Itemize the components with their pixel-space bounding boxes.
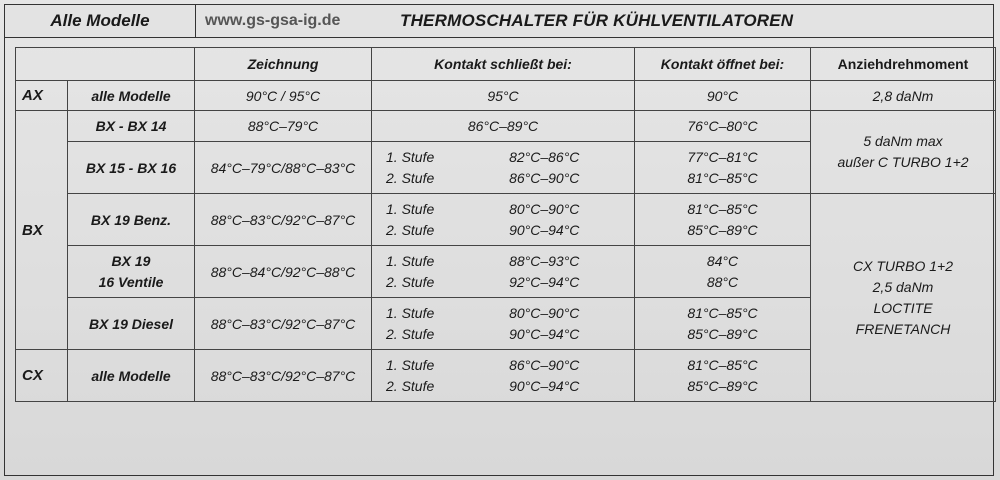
- bx-r4-model-line-2: 16 Ventile: [98, 273, 164, 290]
- bx-r4-stages: [372, 246, 455, 298]
- bx-r3-closes: [455, 194, 635, 246]
- header-empty: [16, 48, 195, 81]
- bx-r2-o2: 81°C–85°C: [687, 169, 758, 186]
- stage-2-label: 2. Stufe: [386, 325, 435, 342]
- torque-2-line-4: FRENETANCH: [855, 320, 951, 337]
- stage-1-label: 1. Stufe: [386, 356, 435, 373]
- col-opens: Kontakt öffnet bei:: [635, 48, 811, 81]
- bx-r3-o2: 85°C–89°C: [687, 221, 758, 238]
- header-bar: [4, 4, 994, 38]
- table-row: [16, 194, 996, 246]
- cx-opens: [635, 350, 811, 402]
- torque-2-line-1: CX TURBO 1+2: [853, 257, 953, 274]
- bx-r4-model: [68, 246, 195, 298]
- bx-r2-c2: 86°C–90°C: [509, 169, 580, 186]
- header-url: www.gs-gsa-ig.de: [205, 12, 341, 29]
- stage-1-label: 1. Stufe: [386, 252, 435, 269]
- torque-2-line-2: 2,5 daNm: [872, 278, 934, 295]
- bx-r2-model: BX 15 - BX 16: [68, 142, 195, 194]
- ax-drawing: 90°C / 95°C: [195, 81, 372, 111]
- stage-1-label: 1. Stufe: [386, 148, 435, 165]
- table-header-row: [16, 48, 996, 81]
- bx-r2-o1: 77°C–81°C: [687, 148, 758, 165]
- bx-r2-closes: [455, 142, 635, 194]
- bx-r1-model: BX - BX 14: [68, 111, 195, 142]
- bx-r4-closes: [455, 246, 635, 298]
- cx-stages: [372, 350, 455, 402]
- bx-r1-drawing: 88°C–79°C: [195, 111, 372, 142]
- bx-r4-o1: 84°C: [706, 252, 739, 269]
- ax-opens: 90°C: [635, 81, 811, 111]
- cx-drawing: 88°C–83°C/92°C–87°C: [195, 350, 372, 402]
- bx-r4-o2: 88°C: [706, 273, 739, 290]
- table-row: [16, 111, 996, 142]
- header-models: Alle Modelle: [5, 5, 196, 37]
- stage-2-label: 2. Stufe: [386, 377, 435, 394]
- bx-r5-c1: 80°C–90°C: [509, 304, 580, 321]
- bx-r3-model: BX 19 Benz.: [68, 194, 195, 246]
- bx-torque-2: [811, 194, 996, 402]
- cx-closes: [455, 350, 635, 402]
- stage-1-label: 1. Stufe: [386, 200, 435, 217]
- cx-model: alle Modelle: [68, 350, 195, 402]
- bx-r3-opens: [635, 194, 811, 246]
- bx-r4-c2: 92°C–94°C: [509, 273, 580, 290]
- bx-r5-drawing: 88°C–83°C/92°C–87°C: [195, 298, 372, 350]
- cx-o2: 85°C–89°C: [687, 377, 758, 394]
- ax-model: alle Modelle: [68, 81, 195, 111]
- bx-r5-c2: 90°C–94°C: [509, 325, 580, 342]
- table-row: [16, 81, 996, 111]
- cx-c1: 86°C–90°C: [509, 356, 580, 373]
- col-drawing: Zeichnung: [195, 48, 372, 81]
- bx-r2-c1: 82°C–86°C: [509, 148, 580, 165]
- col-closes: Kontakt schließt bei:: [372, 48, 635, 81]
- torque-1-line-2: außer C TURBO 1+2: [837, 154, 969, 170]
- torque-2-line-3: LOCTITE: [873, 299, 933, 316]
- col-torque: Anziehdrehmoment: [811, 48, 996, 81]
- bx-r1-closes: 86°C–89°C: [372, 111, 635, 142]
- bx-r4-c1: 88°C–93°C: [509, 252, 580, 269]
- ax-torque: 2,8 daNm: [811, 81, 996, 111]
- bx-r3-c1: 80°C–90°C: [509, 200, 580, 217]
- group-bx: BX: [16, 111, 68, 350]
- stage-2-label: 2. Stufe: [386, 169, 435, 186]
- bx-r2-opens: [635, 142, 811, 194]
- bx-r3-c2: 90°C–94°C: [509, 221, 580, 238]
- stage-1-label: 1. Stufe: [386, 304, 435, 321]
- bx-r3-stages: [372, 194, 455, 246]
- bx-r5-stages: [372, 298, 455, 350]
- ax-closes: 95°C: [372, 81, 635, 111]
- bx-r2-drawing: 84°C–79°C/88°C–83°C: [195, 142, 372, 194]
- bx-r1-opens: 76°C–80°C: [635, 111, 811, 142]
- bx-r5-opens: [635, 298, 811, 350]
- group-ax: AX: [16, 81, 68, 111]
- bx-r5-closes: [455, 298, 635, 350]
- bx-r5-model: BX 19 Diesel: [68, 298, 195, 350]
- bx-r3-drawing: 88°C–83°C/92°C–87°C: [195, 194, 372, 246]
- bx-torque-1: [811, 111, 996, 194]
- group-cx: CX: [16, 350, 68, 402]
- torque-1-line-1: 5 daNm max: [863, 133, 943, 149]
- cx-o1: 81°C–85°C: [687, 356, 758, 373]
- bx-r4-drawing: 88°C–84°C/92°C–88°C: [195, 246, 372, 298]
- bx-r3-o1: 81°C–85°C: [687, 200, 758, 217]
- stage-2-label: 2. Stufe: [386, 221, 435, 238]
- bx-r4-model-line-1: BX 19: [111, 252, 151, 269]
- cx-c2: 90°C–94°C: [509, 377, 580, 394]
- stage-2-label: 2. Stufe: [386, 273, 435, 290]
- bx-r5-o1: 81°C–85°C: [687, 304, 758, 321]
- header-title: THERMOSCHALTER FÜR KÜHLVENTILATOREN: [400, 11, 794, 30]
- bx-r4-opens: [635, 246, 811, 298]
- bx-r2-stages: [372, 142, 455, 194]
- bx-r5-o2: 85°C–89°C: [687, 325, 758, 342]
- thermoswitch-table: [15, 47, 996, 402]
